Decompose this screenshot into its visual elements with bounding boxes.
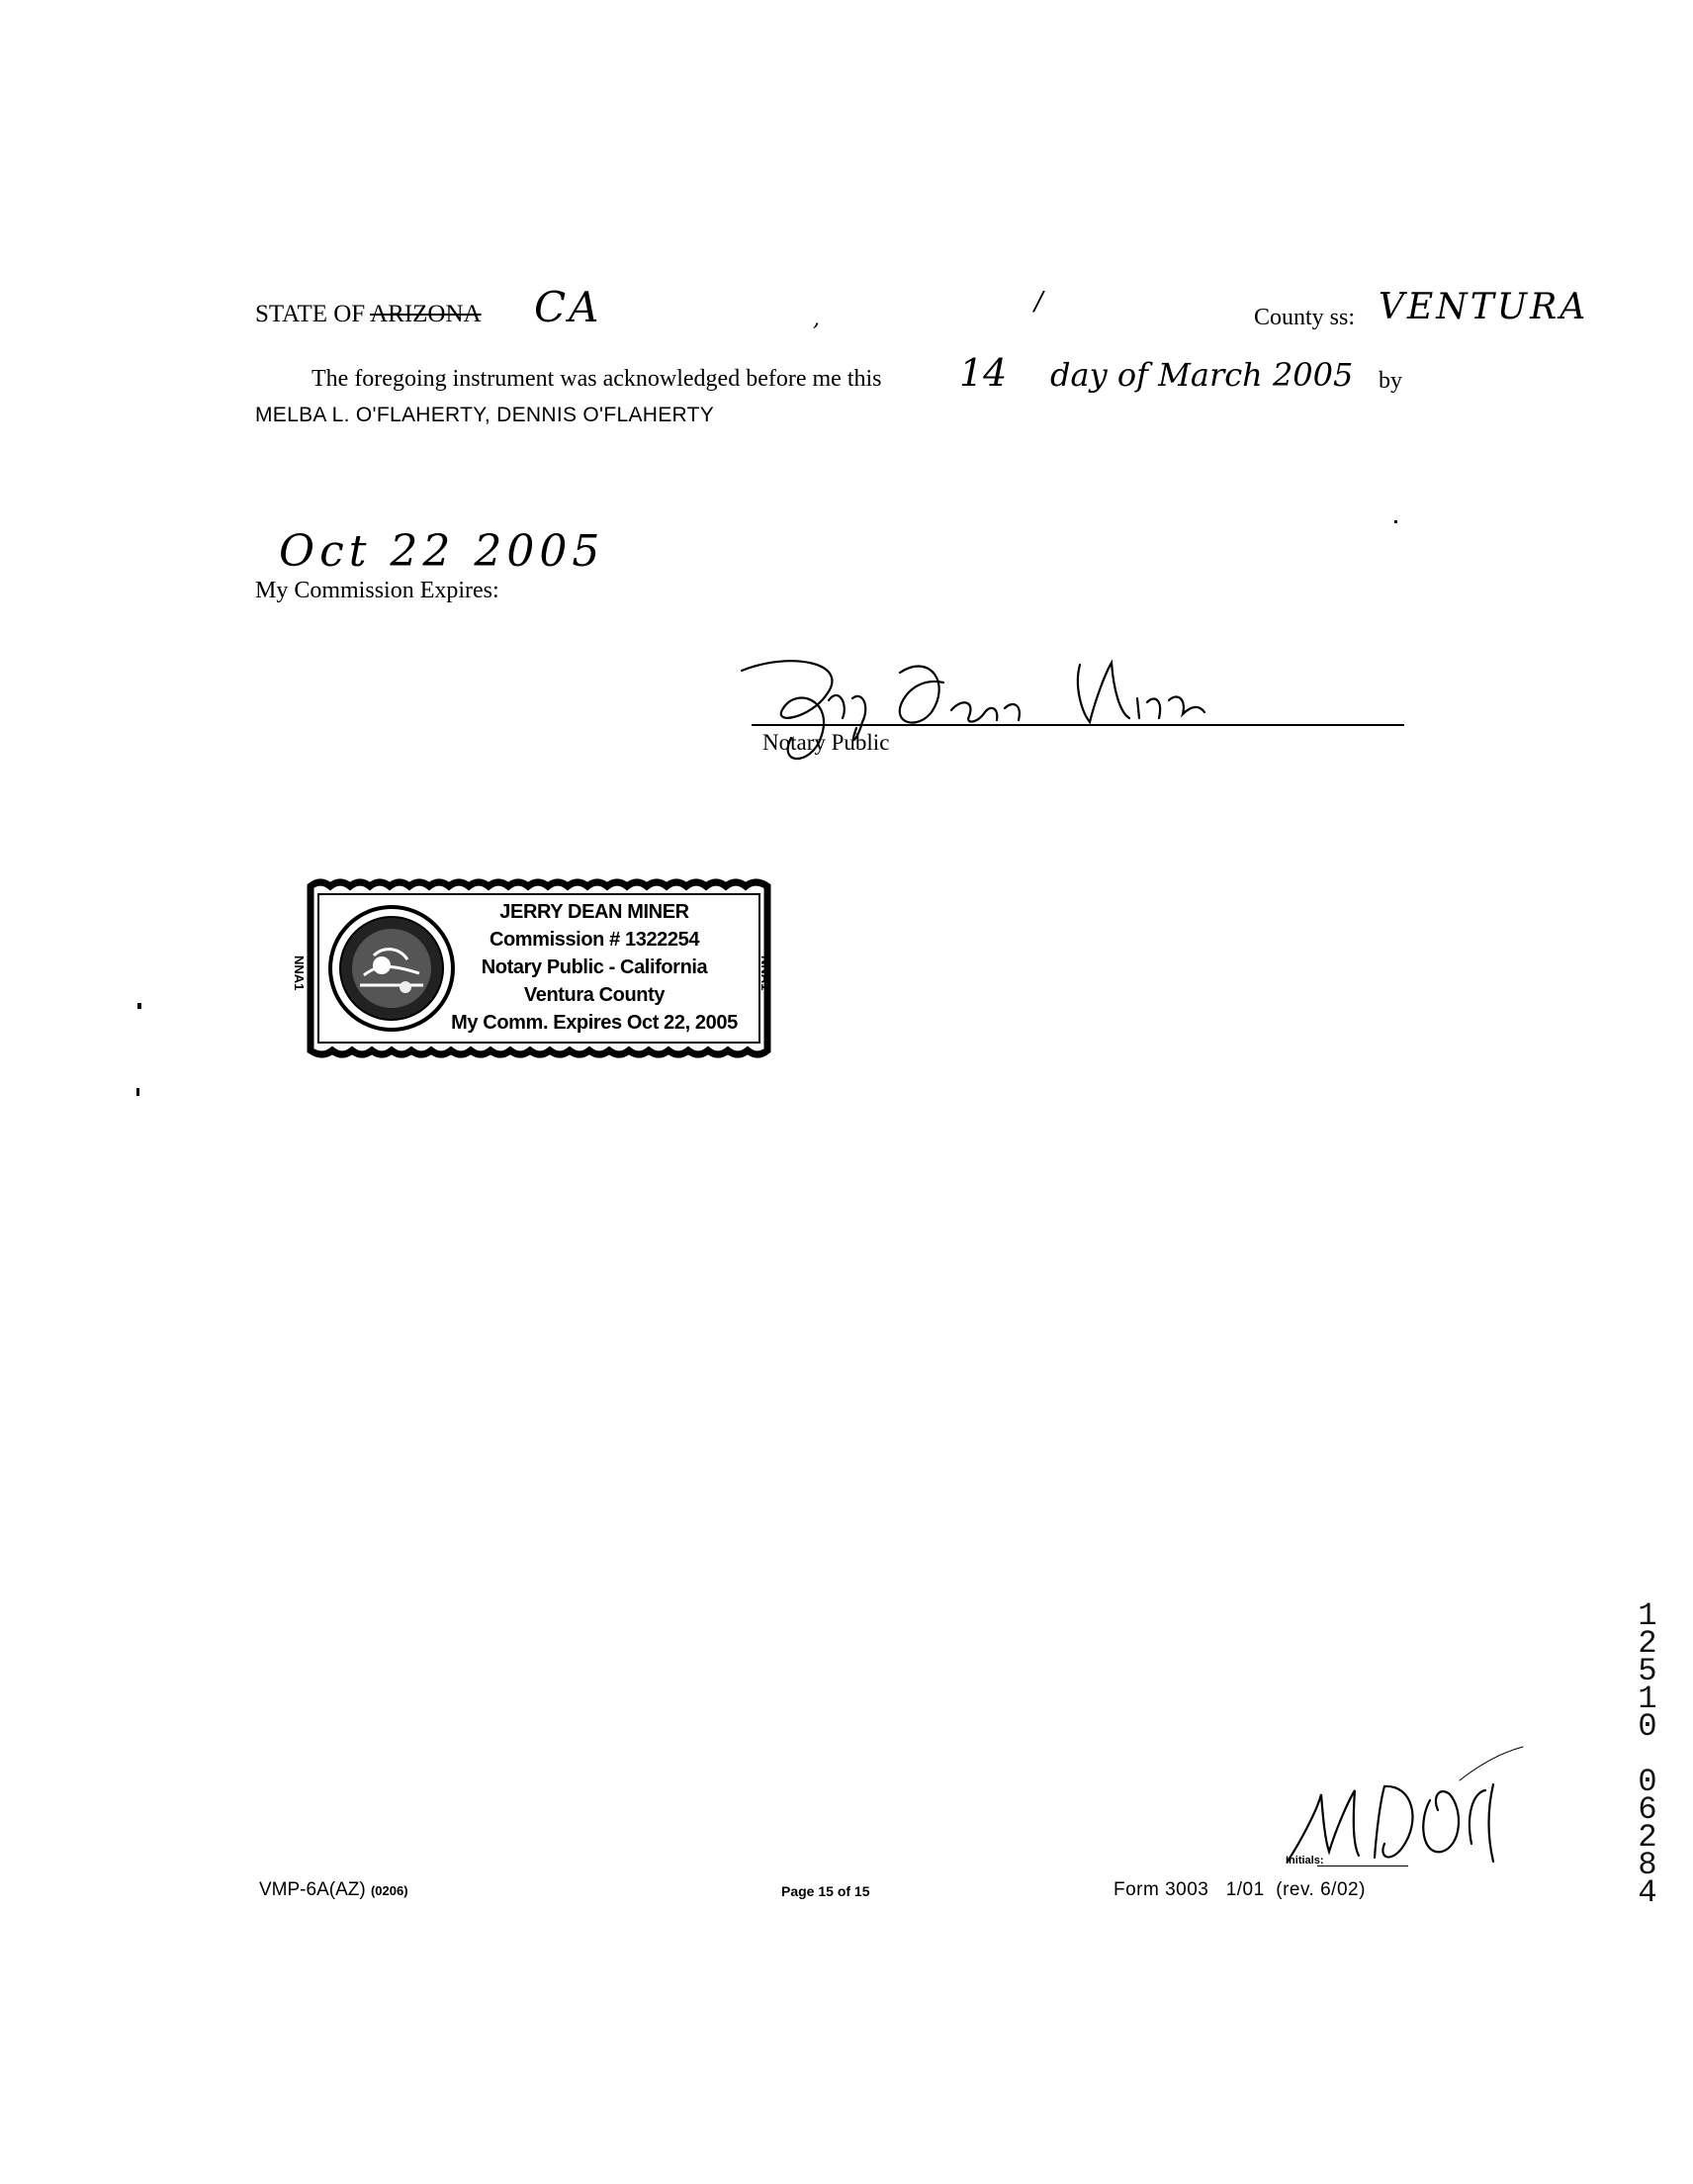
scan-speck <box>136 1088 139 1096</box>
side-digit: 2 <box>1638 1819 1657 1856</box>
side-digit: 1 <box>1638 1681 1657 1717</box>
stamp-notary-name: JERRY DEAN MINER <box>499 901 689 923</box>
form-number: Form 3003 1/01 (rev. 6/02) <box>1114 1879 1366 1900</box>
scan-speck <box>1394 520 1397 523</box>
signer-names: MELBA L. O'FLAHERTY, DENNIS O'FLAHERTY <box>255 404 715 426</box>
side-document-number <box>1630 1597 1665 1911</box>
side-digit: 6 <box>1638 1791 1657 1828</box>
commission-expiry-handwritten: Oct 22 2005 <box>279 526 605 577</box>
ack-day-handwritten: 14 <box>959 351 1008 395</box>
stamp-notary-title: Notary Public - California <box>481 956 708 978</box>
acknowledgment-text: The foregoing instrument was acknowledged before me this <box>312 366 882 392</box>
page-number: Page 15 of 15 <box>781 1883 870 1899</box>
ack-by: by <box>1379 368 1402 394</box>
form-code-sub: (0206) <box>370 1883 408 1898</box>
side-digit: 0 <box>1638 1764 1657 1800</box>
comma-mark: , <box>813 307 820 331</box>
scan-speck <box>137 1003 141 1009</box>
form-code-main: VMP-6A(AZ) <box>259 1879 366 1900</box>
stamp-side-text-right: NNA1 <box>758 956 773 991</box>
county-label: County ss: <box>1254 305 1356 330</box>
state-line <box>255 301 482 328</box>
stamp-commission-number: Commission # 1322254 <box>489 929 700 951</box>
state-struck-text: ARIZONA <box>370 301 482 327</box>
side-digit: 8 <box>1638 1847 1657 1883</box>
county-handwritten: VENTURA <box>1379 287 1589 327</box>
stamp-expiry: My Comm. Expires Oct 22, 2005 <box>451 1012 738 1034</box>
initials-label: Initials: <box>1286 1855 1324 1866</box>
stamp-county: Ventura County <box>523 984 666 1006</box>
stamp-side-text-left: NNA1 <box>292 956 307 991</box>
state-handwritten: CA <box>534 283 602 331</box>
notary-public-label: Notary Public <box>762 730 890 755</box>
signature-line <box>752 724 1404 726</box>
commission-expires-label: My Commission Expires: <box>255 578 499 603</box>
side-digit: 0 <box>1638 1708 1657 1745</box>
notary-stamp <box>292 876 773 1060</box>
side-digit: 2 <box>1638 1625 1657 1662</box>
state-label: STATE OF <box>255 301 366 327</box>
notary-signature <box>732 643 1246 781</box>
stamp-text <box>451 898 738 1037</box>
side-digit: 4 <box>1638 1874 1657 1911</box>
form-code <box>259 1879 408 1901</box>
tick-mark: / <box>1034 287 1043 317</box>
side-digit: 1 <box>1638 1597 1657 1634</box>
side-digit: 5 <box>1638 1653 1657 1689</box>
ack-date-handwritten: day of March 2005 <box>1050 356 1354 394</box>
